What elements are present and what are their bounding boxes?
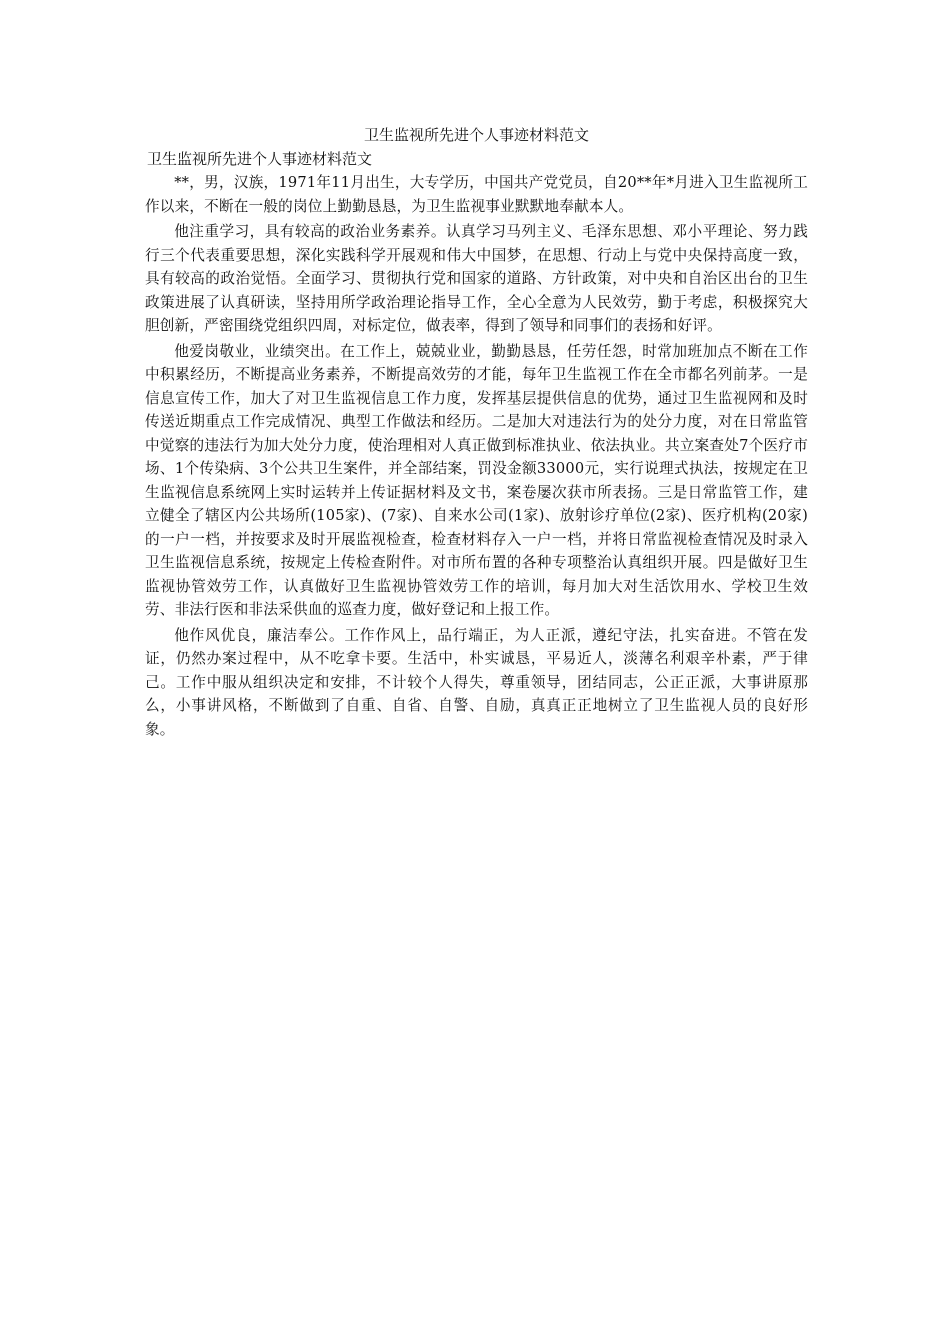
document-title: 卫生监视所先进个人事迹材料范文 <box>363 126 589 144</box>
paragraph-study: 他注重学习，具有较高的政治业务素养。认真学习马列主义、毛泽东思想、邓小平理论、努力践行三个代表重要思想，深化实践科学开展观和伟大中国梦，在思想、行动上与党中央保持高度一致，具有较高的政治觉悟。全面学习、贯彻执行党和国家的道路、方针政策，对中央和自治区出台的卫生政策进展了认真研读，坚持用所学政治理论指导工作，全心全意为人民效劳，勤于考虑，积极探究大胆创新，严密围绕党组织四周，对标定位，做表率，得到了领导和同事们的表扬和好评。 <box>145 223 808 334</box>
document-subtitle: 卫生监视所先进个人事迹材料范文 <box>147 150 373 168</box>
paragraph-conduct: 他作风优良，廉洁奉公。工作作风上，品行端正，为人正派，遵纪守法，扎实奋进。不管在发证，仍然办案过程中，从不吃拿卡要。生活中，朴实诚恳，平易近人，淡薄名利艰辛朴素，严于律己。工作中服从组织决定和安排，不计较个人得失，尊重领导，团结同志，公正正派，大事讲原那么，小事讲风格，不断做到了自重、自省、自警、自励，真真正正地树立了卫生监视人员的良好形象。 <box>145 626 808 738</box>
document-page <box>145 125 808 743</box>
paragraph-work: 他爱岗敬业，业绩突出。在工作上，兢兢业业，勤勤恳恳，任劳任怨，时常加班加点不断在工作中积累经历，不断提高业务素养，不断提高效劳的才能，每年卫生监视工作在全市都名列前茅。一是信息宣传工作，加大了对卫生监视信息工作力度，发挥基层提供信息的优势，通过卫生监视网和及时传送近期重点工作完成情况、典型工作做法和经历。二是加大对违法行为的处分力度，对在日常监管中觉察的违法行为加大处分力度，使治理相对人真正做到标准执业、依法执业。共立案查处7个医疗市场、1个传染病、3个公共卫生案件，并全部结案，罚没金额33000元，实行说理式执法，按规定在卫生监视信息系统网上实时运转并上传证据材料及文书，案卷屡次获市所表扬。三是日常监管工作，建立健全了辖区内公共场所(105家)、(7家)、自来水公司(1家)、放射诊疗单位(2家)、医疗机构(20家)的一户一档，并按要求及时开展监视检查，检查材料存入一户一档，并将日常监视检查情况及时录入卫生监视信息系统，按规定上传检查附件。对市所布置的各种专项整治认真组织开展。四是做好卫生监视协管效劳工作，认真做好卫生监视协管效劳工作的培训，每月加大对生活饮用水、学校卫生效劳、非法行医和非法采供血的巡查力度，做好登记和上报工作。 <box>145 342 808 618</box>
paragraph-intro: **，男，汉族，1971年11月出生，大专学历，中国共产党党员，自20**年*月进入卫生监视所工作以来，不断在一般的岗位上勤勤恳恳，为卫生监视事业默默地奉献本人。 <box>145 174 808 215</box>
